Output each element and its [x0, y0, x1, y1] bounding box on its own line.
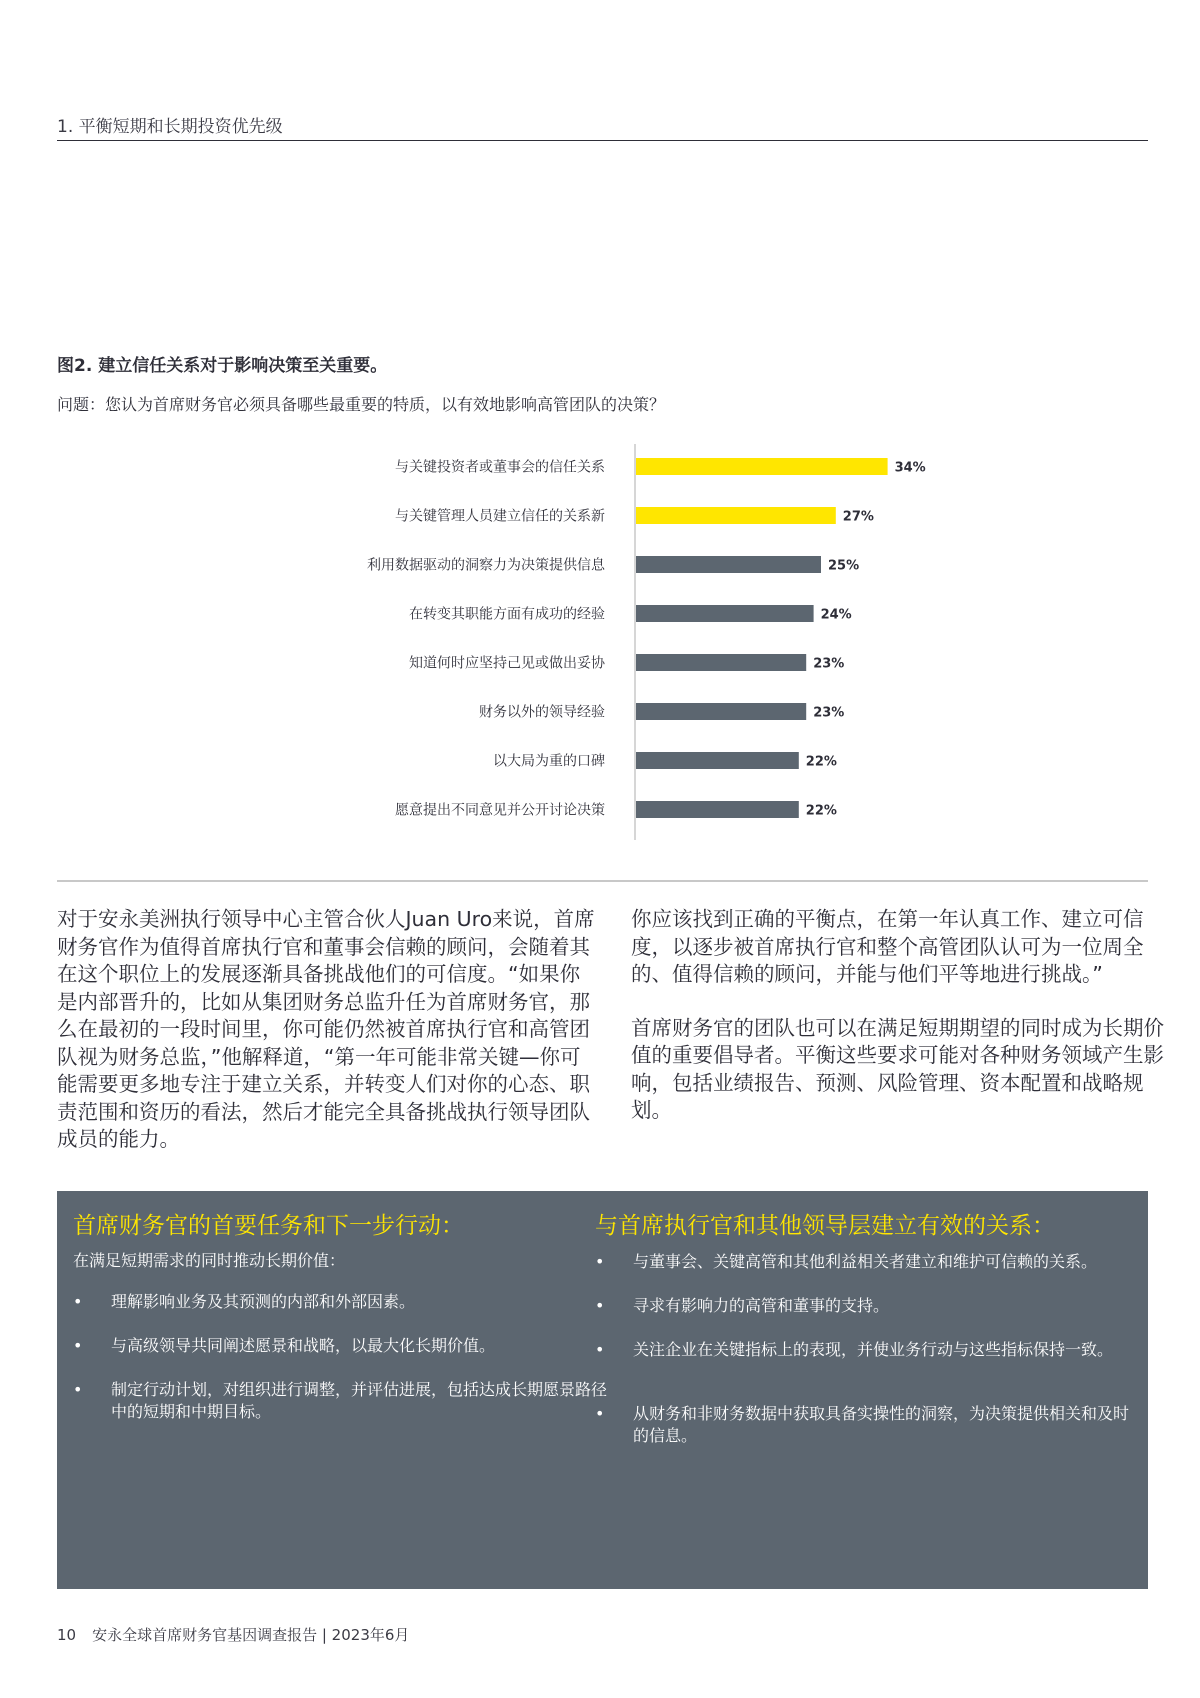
bar — [636, 507, 836, 524]
category-label: 愿意提出不同意见并公开讨论决策 — [395, 802, 605, 819]
figure-title: 图2. 建立信任关系对于影响决策至关重要。 — [57, 356, 388, 376]
list-item: • 关注企业在关键指标上的表现，并使业务行动与这些指标保持一致。 — [595, 1339, 1140, 1361]
list-item: • 与高级领导共同阐述愿景和战略，以最大化长期价值。 — [73, 1335, 613, 1357]
callout-right — [595, 1211, 1140, 1447]
figure-question: 问题：您认为首席财务官必须具备哪些最重要的特质，以有效地影响高管团队的决策？ — [57, 395, 666, 414]
list-item: • 与董事会、关键高管和其他利益相关者建立和维护可信赖的关系。 — [595, 1251, 1140, 1273]
value-label: 24% — [820, 607, 852, 623]
callout-left-subheading: 在满足短期需求的同时推动长期价值： — [73, 1251, 346, 1270]
callout-right-list — [595, 1251, 1140, 1447]
callout-left-heading: 首席财务官的首要任务和下一步行动： — [73, 1213, 464, 1239]
value-label: 34% — [894, 460, 926, 476]
bar-chart — [0, 440, 1200, 860]
list-item: • 制定行动计划，对组织进行调整，并评估进展，包括达成长期愿景路径中的短期和中期目标。 — [73, 1379, 613, 1423]
category-label: 财务以外的领导经验 — [479, 704, 605, 721]
bar — [636, 801, 799, 818]
callout-left-list — [73, 1291, 613, 1423]
value-label: 22% — [805, 754, 837, 770]
category-label: 以大局为重的口碑 — [493, 753, 605, 770]
page-number: 10 — [57, 1626, 77, 1644]
body-left-column — [57, 906, 595, 1180]
value-label: 25% — [828, 558, 860, 574]
body-paragraph: 对于安永美洲执行领导中心主管合伙人Juan Uro来说，首席财务官作为值得首席执行官和董事会信赖的顾问，会随着其在这个职位上的发展逐渐具备挑战他们的可信度。“如果你是内部晋升的，比如从集团财务总监升任为首席财务官，那么在最初的一段时间里，你可能仍然被首席执行官和高管团队视为财务总监，”他解释道，“第一年可能非常关键—你可能需要更多地专注于建立关系，并转变人们对你的心态、职责范围和资历的看法，然后才能完全具备挑战执行领导团队成员的能力。 — [57, 907, 595, 1151]
value-label: 22% — [805, 803, 837, 819]
body-paragraph: 你应该找到正确的平衡点，在第一年认真工作、建立可信度，以逐步被首席执行官和整个高管团队认可为一位周全的、值得信赖的顾问，并能与他们平等地进行挑战。” — [631, 907, 1144, 986]
callout-left — [73, 1211, 613, 1423]
bar — [636, 654, 806, 671]
top-divider — [57, 140, 1148, 141]
category-label: 与关键投资者或董事会的信任关系 — [395, 459, 605, 476]
bar — [636, 556, 821, 573]
value-label: 23% — [813, 705, 845, 721]
category-label: 在转变其职能方面有成功的经验 — [409, 606, 605, 623]
bar — [636, 605, 814, 622]
middle-divider — [57, 880, 1148, 882]
footer-text: 安永全球首席财务官基因调查报告 | 2023年6月 — [92, 1626, 410, 1644]
callout-box — [57, 1191, 1148, 1589]
body-paragraph: 首席财务官的团队也可以在满足短期期望的同时成为长期价值的重要倡导者。平衡这些要求可能对各种财务领域产生影响，包括业绩报告、预测、风险管理、资本配置和战略规划。 — [631, 1015, 1164, 1122]
value-label: 23% — [813, 656, 845, 672]
page-footer — [57, 1624, 409, 1645]
list-item: • 理解影响业务及其预测的内部和外部因素。 — [73, 1291, 613, 1313]
value-label: 27% — [842, 509, 874, 525]
bar — [636, 703, 806, 720]
list-item: • 寻求有影响力的高管和董事的支持。 — [595, 1295, 1140, 1317]
bar — [636, 752, 799, 769]
category-label: 知道何时应坚持己见或做出妥协 — [409, 655, 605, 672]
category-label: 与关键管理人员建立信任的关系新 — [395, 508, 605, 525]
bar — [636, 458, 888, 475]
category-label: 利用数据驱动的洞察力为决策提供信息 — [367, 557, 605, 574]
list-item: • 从财务和非财务数据中获取具备实操性的洞察，为决策提供相关和及时的信息。 — [595, 1403, 1140, 1447]
section-title: 1. 平衡短期和长期投资优先级 — [57, 117, 283, 137]
callout-right-heading: 与首席执行官和其他领导层建立有效的关系： — [595, 1213, 1055, 1239]
body-right-column — [631, 906, 1169, 1151]
